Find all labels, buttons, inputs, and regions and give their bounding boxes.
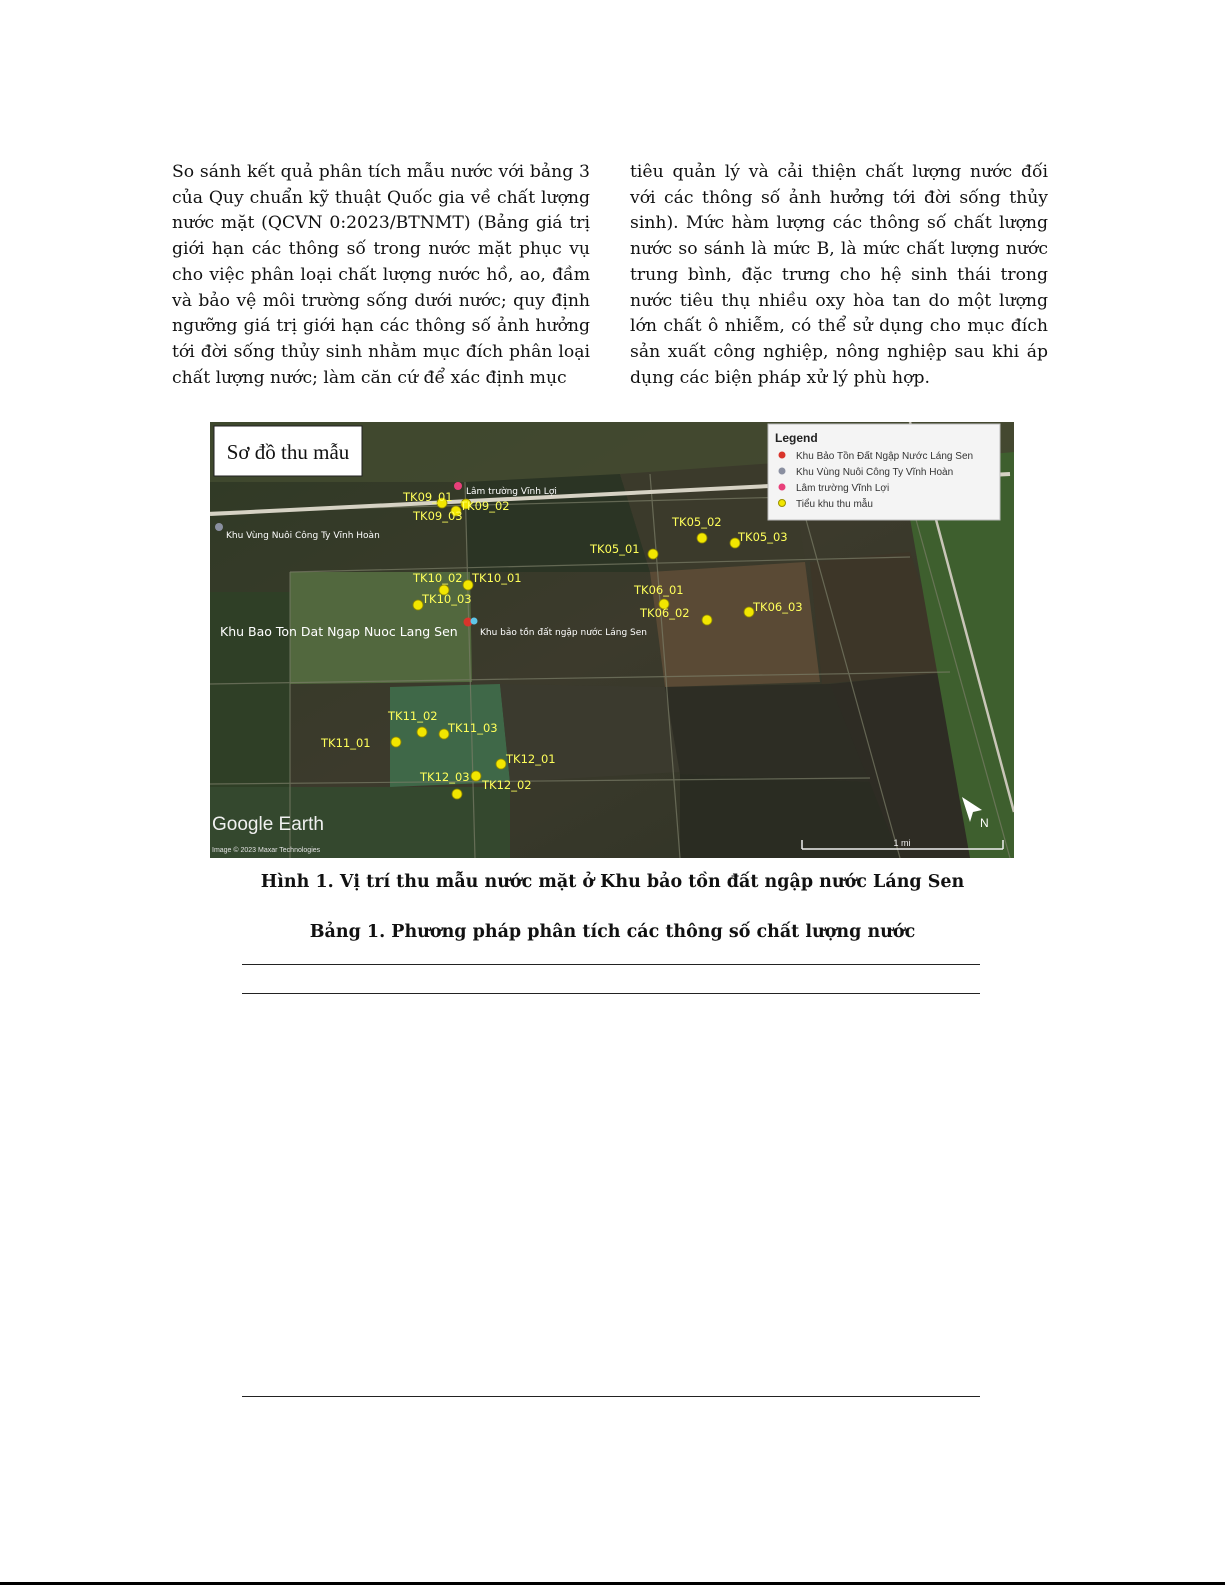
svg-text:Tiểu khu thu mẫu: Tiểu khu thu mẫu — [796, 499, 873, 510]
gray-pin-icon — [779, 468, 786, 475]
pushpin-icon — [391, 737, 401, 747]
sample-label: TK11_02 — [388, 709, 438, 723]
table-caption: Bảng 1. Phương pháp phân tích các thông số chất lượng nước — [309, 922, 916, 942]
pushpin-icon — [697, 533, 707, 543]
scale-label: 1 mi — [893, 838, 911, 848]
sample-label: TK11_03 — [448, 721, 498, 735]
sample-label: TK12_02 — [482, 778, 532, 792]
sample-label: TK09_03 — [413, 509, 463, 523]
place-label-reserve-small: Khu bảo tồn đất ngập nước Láng Sen — [480, 628, 647, 638]
sample-label: TK11_01 — [321, 736, 371, 750]
svg-text:Khu Vùng Nuôi Công Ty Vĩnh Hoà: Khu Vùng Nuôi Công Ty Vĩnh Hoàn — [796, 467, 954, 478]
sample-label: TK05_03 — [738, 530, 788, 544]
pushpin-icon — [417, 727, 427, 737]
svg-text:Lâm trường Vĩnh Lợi: Lâm trường Vĩnh Lợi — [796, 483, 890, 494]
paragraph-right: tiêu quản lý và cải thiện chất lượng nước đối với các thông số ảnh hưởng tới đời sống thủy sinh). Mức hàm lượng các thông số chất lượng nước so sánh là mức B, là mức chất lượng nước trung bình, đặc trưng cho hệ sinh thái trong nước tiêu thụ nhiều oxy hòa tan do một lượng lớn chất ô nhiễm, có thể sử dụng cho mục đích sản xuất công nghiệp, nông nghiệp sau khi áp dụng các biện pháp xử lý phù hợp. — [630, 162, 1048, 388]
sample-label: TK10_01 — [472, 571, 522, 585]
lam-truong-pin-icon — [454, 482, 462, 490]
table-bottom-rule — [242, 1396, 980, 1397]
legend-item-reserve — [779, 450, 974, 462]
pushpin-icon — [496, 759, 506, 769]
reserve-info-icon — [471, 618, 478, 625]
table-header-rule — [242, 993, 980, 994]
imagery-credit: Image © 2023 Maxar Technologies — [212, 847, 321, 854]
sample-label: TK09_01 — [403, 490, 453, 504]
place-label-vinh-hoan: Khu Vùng Nuôi Công Ty Vĩnh Hoàn — [226, 531, 380, 541]
sample-label: TK05_02 — [672, 515, 722, 529]
figure-caption: Hình 1. Vị trí thu mẫu nước mặt ở Khu bảo tồn đất ngập nước Láng Sen — [260, 872, 965, 892]
map-title: Sơ đồ thu mẫu — [226, 440, 350, 464]
vinh-hoan-pin-icon — [215, 523, 223, 531]
north-label: N — [980, 816, 989, 830]
paragraph-left: So sánh kết quả phân tích mẫu nước với bảng 3 của Quy chuẩn kỹ thuật Quốc gia về chất lượng nước mặt (QCVN 0:2023/BTNMT) (Bảng giá trị giới hạn các thông số trong nước mặt phục vụ cho việc phân loại chất lượng nước hồ, ao, đầm và bảo vệ môi trường sống dưới nước; quy định ngưỡng giá trị giới hạn các thông số ảnh hưởng tới đời sống thủy sinh nhằm mục đích phân loại chất lượng nước; làm căn cứ để xác định mục — [172, 162, 590, 388]
sample-label: TK10_03 — [422, 592, 472, 606]
sample-label: TK06_03 — [753, 600, 803, 614]
google-earth-watermark: Google Earth — [212, 814, 324, 835]
sample-label: TK10_02 — [413, 571, 463, 585]
pushpin-icon — [471, 771, 481, 781]
pushpin-icon — [452, 789, 462, 799]
legend-title: Legend — [775, 431, 818, 445]
table-top-rule — [242, 964, 980, 965]
pink-pin-icon — [779, 484, 786, 491]
place-label-reserve-big: Khu Bao Ton Dat Ngap Nuoc Lang Sen — [220, 624, 458, 639]
sample-label: TK06_01 — [634, 583, 684, 597]
sample-label: TK12_03 — [420, 770, 470, 784]
pushpin-icon — [702, 615, 712, 625]
satellite-map — [210, 422, 1014, 858]
sample-label: TK09_02 — [460, 499, 510, 513]
red-pin-icon — [779, 452, 786, 459]
yellow-pushpin-icon — [779, 500, 786, 507]
sample-label: TK06_02 — [640, 606, 690, 620]
legend-item-vinh-hoan — [779, 467, 954, 478]
legend-item-lam-truong — [779, 483, 890, 494]
svg-text:Khu Bảo Tồn Đất Ngập Nước Láng: Khu Bảo Tồn Đất Ngập Nước Láng Sen — [796, 451, 974, 462]
sampling-map-figure — [210, 422, 1014, 858]
sample-label: TK12_01 — [506, 752, 556, 766]
sample-label: TK05_01 — [590, 542, 640, 556]
pushpin-icon — [648, 549, 658, 559]
place-label-lam-truong: Lâm trường Vĩnh Lợi — [466, 487, 557, 497]
